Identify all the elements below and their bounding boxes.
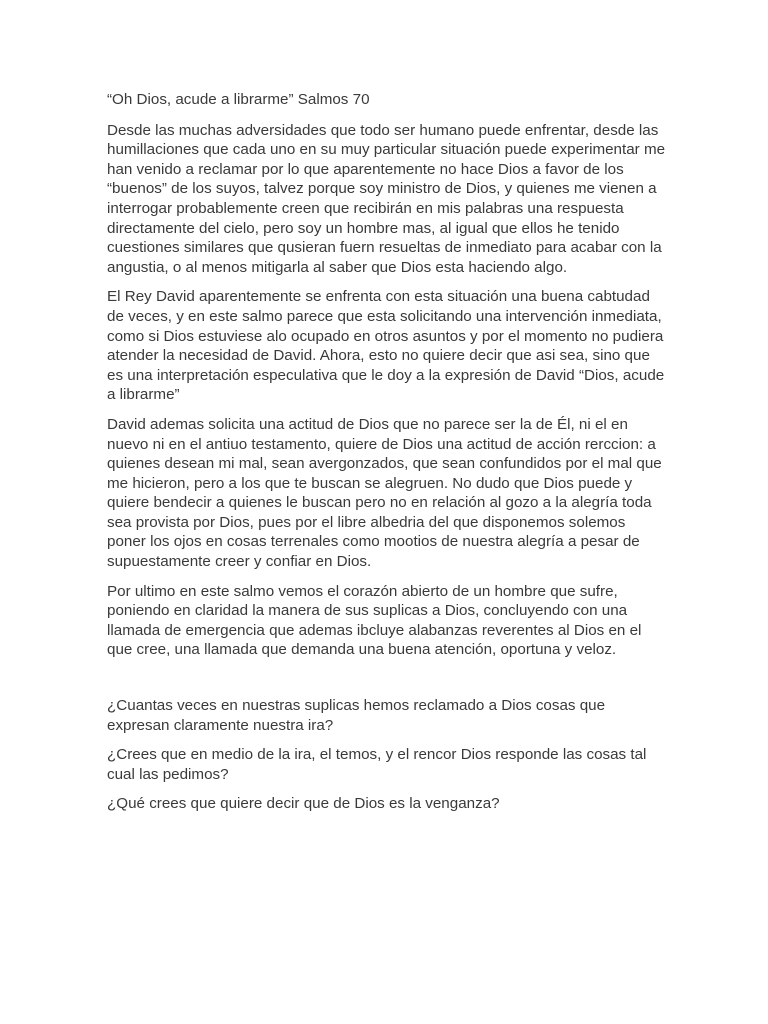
reflection-question: ¿Cuantas veces en nuestras suplicas hemos reclamado a Dios cosas que expresan claramente nuestra ira? — [107, 697, 606, 734]
document-body — [107, 90, 667, 824]
paragraph: David ademas solicita una actitud de Dios que no parece ser la de Él, ni el en nuevo ni en el antiuo testamento, quiere de Dios una actitud de acción rerccion: a quienes desean mi mal, sean avergonzados, que sean confundidos por el mal que me hicieron, pero a los que te buscan se alegruen. No dudo que Dios puede y quiere bendecir a quienes le buscan pero no en relación al gozo a la alegría toda sea provista por Dios, pues por el libre albedria del que disponemos solemos poner los ojos en cosas terrenales como mootios de nuestra alegría a pesar de supuestamente creer y confiar en Dios. — [107, 415, 662, 571]
paragraph: Por ultimo en este salmo vemos el corazón abierto de un hombre que sufre, poniendo en claridad la manera de sus suplicas a Dios, concluyendo con una llamada de emergencia que ademas ibcluye alabanzas reverentes al Dios en el que cree, una llamada que demanda una buena atención, oportuna y veloz. — [107, 582, 642, 659]
reflection-question: ¿Crees que en medio de la ira, el temos, y el rencor Dios responde las cosas tal cual las pedimos? — [107, 746, 647, 783]
document-title: “Oh Dios, acude a librarme” Salmos 70 — [107, 91, 370, 108]
paragraph: Desde las muchas adversidades que todo ser humano puede enfrentar, desde las humillaciones que cada uno en su muy particular situación puede experimentar me han venido a reclamar por lo que aparentemente no hace Dios a favor de los “buenos” de los suyos, talvez porque soy ministro de Dios, y quienes me vienen a interrogar probablemente creen que recibirán en mis palabras una respuesta directamente del cielo, pero soy un hombre mas, al igual que ellos he tenido cuestiones similares que qusieran fuern resueltas de inmediato para acabar con la angustia, o al menos mitigarla al saber que Dios esta haciendo algo. — [107, 121, 666, 276]
paragraph: El Rey David aparentemente se enfrenta con esta situación una buena cabtudad de veces, y en este salmo parece que esta solicitando una intervención inmediata, como si Dios estuviese alo ocupado en otros asuntos y por el momento no pudiera atender la necesidad de David. Ahora, esto no quiere decir que asi sea, sino que es una interpretación especulativa que le doy a la expresión de David “Dios, acude a librarme” — [107, 288, 665, 404]
section-spacer — [107, 670, 667, 696]
reflection-question: ¿Qué crees que quiere decir que de Dios es la venganza? — [107, 795, 500, 813]
